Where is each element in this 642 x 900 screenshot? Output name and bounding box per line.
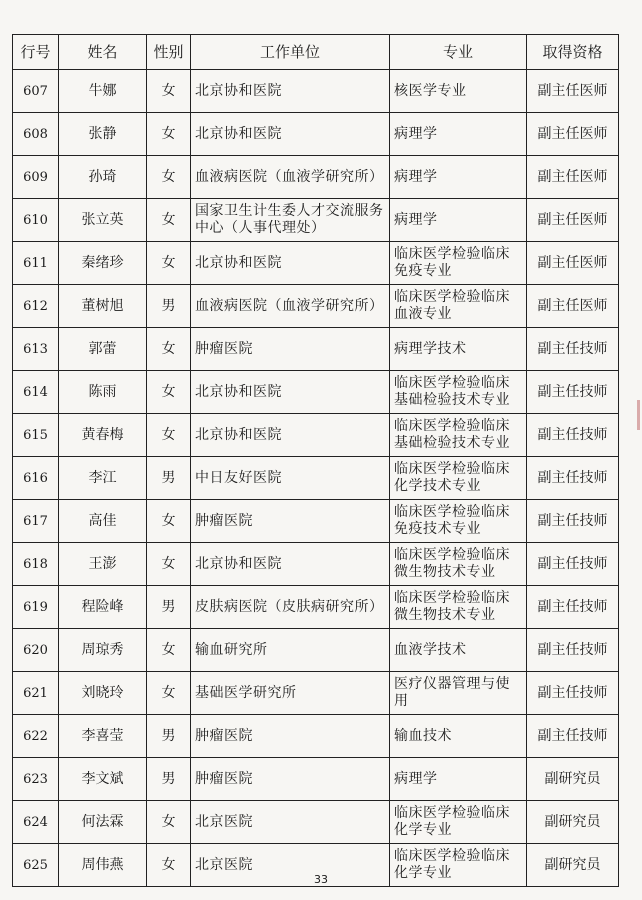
cell-qualification: 副主任技师 (527, 500, 619, 543)
cell-name: 李文斌 (59, 758, 147, 801)
cell-row-no: 616 (13, 457, 59, 500)
cell-unit: 基础医学研究所 (191, 672, 390, 715)
cell-sex: 女 (147, 629, 191, 672)
cell-unit: 北京协和医院 (191, 70, 390, 113)
table-row (13, 285, 619, 328)
cell-row-no: 612 (13, 285, 59, 328)
cell-unit: 北京医院 (191, 844, 390, 887)
cell-sex: 女 (147, 414, 191, 457)
cell-row-no: 611 (13, 242, 59, 285)
table-header-row (13, 35, 619, 70)
cell-major: 临床医学检验临床化学专业 (390, 844, 527, 887)
cell-unit: 输血研究所 (191, 629, 390, 672)
cell-sex: 女 (147, 801, 191, 844)
cell-major: 临床医学检验临床基础检验技术专业 (390, 371, 527, 414)
cell-name: 郭蕾 (59, 328, 147, 371)
cell-name: 李江 (59, 457, 147, 500)
cell-name: 董树旭 (59, 285, 147, 328)
cell-qualification: 副研究员 (527, 844, 619, 887)
cell-unit: 血液病医院（血液学研究所） (191, 156, 390, 199)
cell-unit: 北京医院 (191, 801, 390, 844)
cell-major: 临床医学检验临床化学专业 (390, 801, 527, 844)
cell-qualification: 副主任技师 (527, 629, 619, 672)
cell-sex: 女 (147, 156, 191, 199)
table-row (13, 500, 619, 543)
cell-major: 病理学 (390, 758, 527, 801)
cell-row-no: 614 (13, 371, 59, 414)
cell-major: 输血技术 (390, 715, 527, 758)
cell-name: 周伟燕 (59, 844, 147, 887)
cell-row-no: 613 (13, 328, 59, 371)
cell-qualification: 副主任技师 (527, 414, 619, 457)
cell-name: 秦绪珍 (59, 242, 147, 285)
cell-sex: 女 (147, 844, 191, 887)
header-qualification: 取得资格 (527, 35, 619, 70)
cell-qualification: 副主任技师 (527, 543, 619, 586)
table-row (13, 199, 619, 242)
cell-name: 王澎 (59, 543, 147, 586)
cell-row-no: 608 (13, 113, 59, 156)
cell-row-no: 610 (13, 199, 59, 242)
header-sex: 性别 (147, 35, 191, 70)
cell-major: 病理学 (390, 113, 527, 156)
cell-row-no: 621 (13, 672, 59, 715)
cell-major: 临床医学检验临床微生物技术专业 (390, 543, 527, 586)
cell-major: 临床医学检验临床微生物技术专业 (390, 586, 527, 629)
cell-row-no: 620 (13, 629, 59, 672)
cell-sex: 男 (147, 715, 191, 758)
cell-qualification: 副主任医师 (527, 285, 619, 328)
cell-row-no: 618 (13, 543, 59, 586)
cell-qualification: 副主任医师 (527, 156, 619, 199)
cell-major: 病理学 (390, 156, 527, 199)
cell-qualification: 副主任技师 (527, 328, 619, 371)
header-unit: 工作单位 (191, 35, 390, 70)
cell-name: 何法霖 (59, 801, 147, 844)
cell-qualification: 副研究员 (527, 801, 619, 844)
page-number: 33 (314, 873, 328, 886)
cell-row-no: 622 (13, 715, 59, 758)
cell-sex: 男 (147, 758, 191, 801)
cell-row-no: 623 (13, 758, 59, 801)
cell-qualification: 副主任技师 (527, 371, 619, 414)
cell-row-no: 617 (13, 500, 59, 543)
cell-qualification: 副主任医师 (527, 199, 619, 242)
cell-major: 临床医学检验临床基础检验技术专业 (390, 414, 527, 457)
cell-major: 病理学技术 (390, 328, 527, 371)
cell-sex: 女 (147, 543, 191, 586)
cell-sex: 男 (147, 285, 191, 328)
table-body (13, 70, 619, 887)
table-row (13, 371, 619, 414)
cell-major: 临床医学检验临床化学技术专业 (390, 457, 527, 500)
table-row (13, 156, 619, 199)
cell-unit: 北京协和医院 (191, 242, 390, 285)
cell-qualification: 副主任医师 (527, 70, 619, 113)
cell-qualification: 副主任技师 (527, 715, 619, 758)
header-row-no: 行号 (13, 35, 59, 70)
cell-major: 血液学技术 (390, 629, 527, 672)
cell-name: 高佳 (59, 500, 147, 543)
cell-major: 临床医学检验临床免疫专业 (390, 242, 527, 285)
cell-unit: 北京协和医院 (191, 414, 390, 457)
cell-name: 周琼秀 (59, 629, 147, 672)
qualification-table (12, 34, 619, 887)
cell-sex: 男 (147, 586, 191, 629)
table-row (13, 328, 619, 371)
cell-unit: 血液病医院（血液学研究所） (191, 285, 390, 328)
cell-qualification: 副主任医师 (527, 242, 619, 285)
cell-qualification: 副主任技师 (527, 457, 619, 500)
header-major: 专业 (390, 35, 527, 70)
cell-row-no: 607 (13, 70, 59, 113)
table-row (13, 758, 619, 801)
cell-name: 陈雨 (59, 371, 147, 414)
cell-qualification: 副主任技师 (527, 672, 619, 715)
cell-sex: 女 (147, 242, 191, 285)
cell-major: 临床医学检验临床血液专业 (390, 285, 527, 328)
cell-row-no: 615 (13, 414, 59, 457)
cell-name: 张静 (59, 113, 147, 156)
table-row (13, 457, 619, 500)
header-name: 姓名 (59, 35, 147, 70)
cell-qualification: 副研究员 (527, 758, 619, 801)
cell-name: 孙琦 (59, 156, 147, 199)
table-row (13, 629, 619, 672)
cell-name: 牛娜 (59, 70, 147, 113)
cell-name: 黄春梅 (59, 414, 147, 457)
table-row (13, 586, 619, 629)
cell-unit: 北京协和医院 (191, 543, 390, 586)
cell-major: 临床医学检验临床免疫技术专业 (390, 500, 527, 543)
cell-sex: 女 (147, 328, 191, 371)
cell-unit: 中日友好医院 (191, 457, 390, 500)
cell-row-no: 609 (13, 156, 59, 199)
table-row (13, 242, 619, 285)
cell-qualification: 副主任医师 (527, 113, 619, 156)
cell-row-no: 619 (13, 586, 59, 629)
table-row (13, 801, 619, 844)
cell-name: 程险峰 (59, 586, 147, 629)
cell-unit: 北京协和医院 (191, 371, 390, 414)
cell-name: 李喜莹 (59, 715, 147, 758)
cell-major: 医疗仪器管理与使用 (390, 672, 527, 715)
cell-sex: 女 (147, 113, 191, 156)
cell-sex: 男 (147, 457, 191, 500)
cell-sex: 女 (147, 371, 191, 414)
cell-sex: 女 (147, 199, 191, 242)
cell-name: 张立英 (59, 199, 147, 242)
cell-unit: 国家卫生计生委人才交流服务中心（人事代理处） (191, 199, 390, 242)
cell-name: 刘晓玲 (59, 672, 147, 715)
cell-unit: 肿瘤医院 (191, 328, 390, 371)
table-row (13, 672, 619, 715)
cell-major: 核医学专业 (390, 70, 527, 113)
table-row (13, 543, 619, 586)
cell-unit: 肿瘤医院 (191, 500, 390, 543)
table-row (13, 70, 619, 113)
cell-row-no: 625 (13, 844, 59, 887)
cell-sex: 女 (147, 672, 191, 715)
table-row (13, 113, 619, 156)
table-row (13, 715, 619, 758)
scan-edge-mark (637, 400, 640, 430)
cell-qualification: 副主任技师 (527, 586, 619, 629)
cell-unit: 肿瘤医院 (191, 758, 390, 801)
cell-row-no: 624 (13, 801, 59, 844)
cell-unit: 北京协和医院 (191, 113, 390, 156)
cell-sex: 女 (147, 70, 191, 113)
cell-unit: 皮肤病医院（皮肤病研究所） (191, 586, 390, 629)
cell-major: 病理学 (390, 199, 527, 242)
table-row (13, 414, 619, 457)
cell-unit: 肿瘤医院 (191, 715, 390, 758)
cell-sex: 女 (147, 500, 191, 543)
